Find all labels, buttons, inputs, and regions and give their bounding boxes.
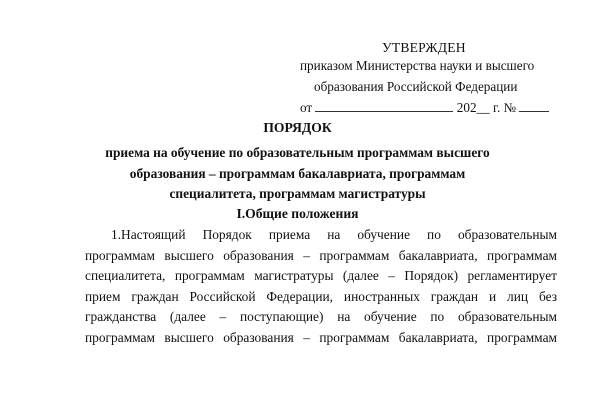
approval-date-line <box>300 99 549 116</box>
subtitle-line: приема на обучение по образовательным программам высшего <box>105 145 490 160</box>
approval-ministry-line: образования Российской Федерации <box>314 79 518 94</box>
document-title: ПОРЯДОК <box>263 120 332 135</box>
paragraph-line: программам высшего образования – программам бакалавриата, программам <box>85 329 557 345</box>
approval-order-line: приказом Министерства науки и высшего <box>300 58 535 73</box>
subtitle-line: специалитета, программам магистратуры <box>169 186 426 201</box>
date-year: 202__ г. № <box>456 100 517 115</box>
subtitle-line: образования – программам бакалавриата, программам <box>129 165 466 181</box>
order-number-blank-field <box>519 99 549 112</box>
body-paragraph <box>85 225 557 348</box>
section-heading: I.Общие положения <box>236 206 359 221</box>
date-blank-field <box>315 99 453 112</box>
paragraph-line: прием граждан Российской Федерации, иностранных граждан и лиц без <box>85 288 557 304</box>
paragraph-line: гражданства (далее – поступающие) на обучение по образовательным <box>85 309 557 324</box>
date-prefix: от <box>300 100 313 115</box>
paragraph-line: специалитета, программам магистратуры (далее – Порядок) регламентирует <box>85 268 557 283</box>
paragraph-line: программам высшего образования – программам бакалавриата, программам <box>85 247 557 263</box>
document-subtitle <box>95 143 500 205</box>
approved-title: УТВЕРЖДЕН <box>382 40 466 55</box>
paragraph-line: 1.Настоящий Порядок приема на обучение по образовательным <box>111 227 557 242</box>
